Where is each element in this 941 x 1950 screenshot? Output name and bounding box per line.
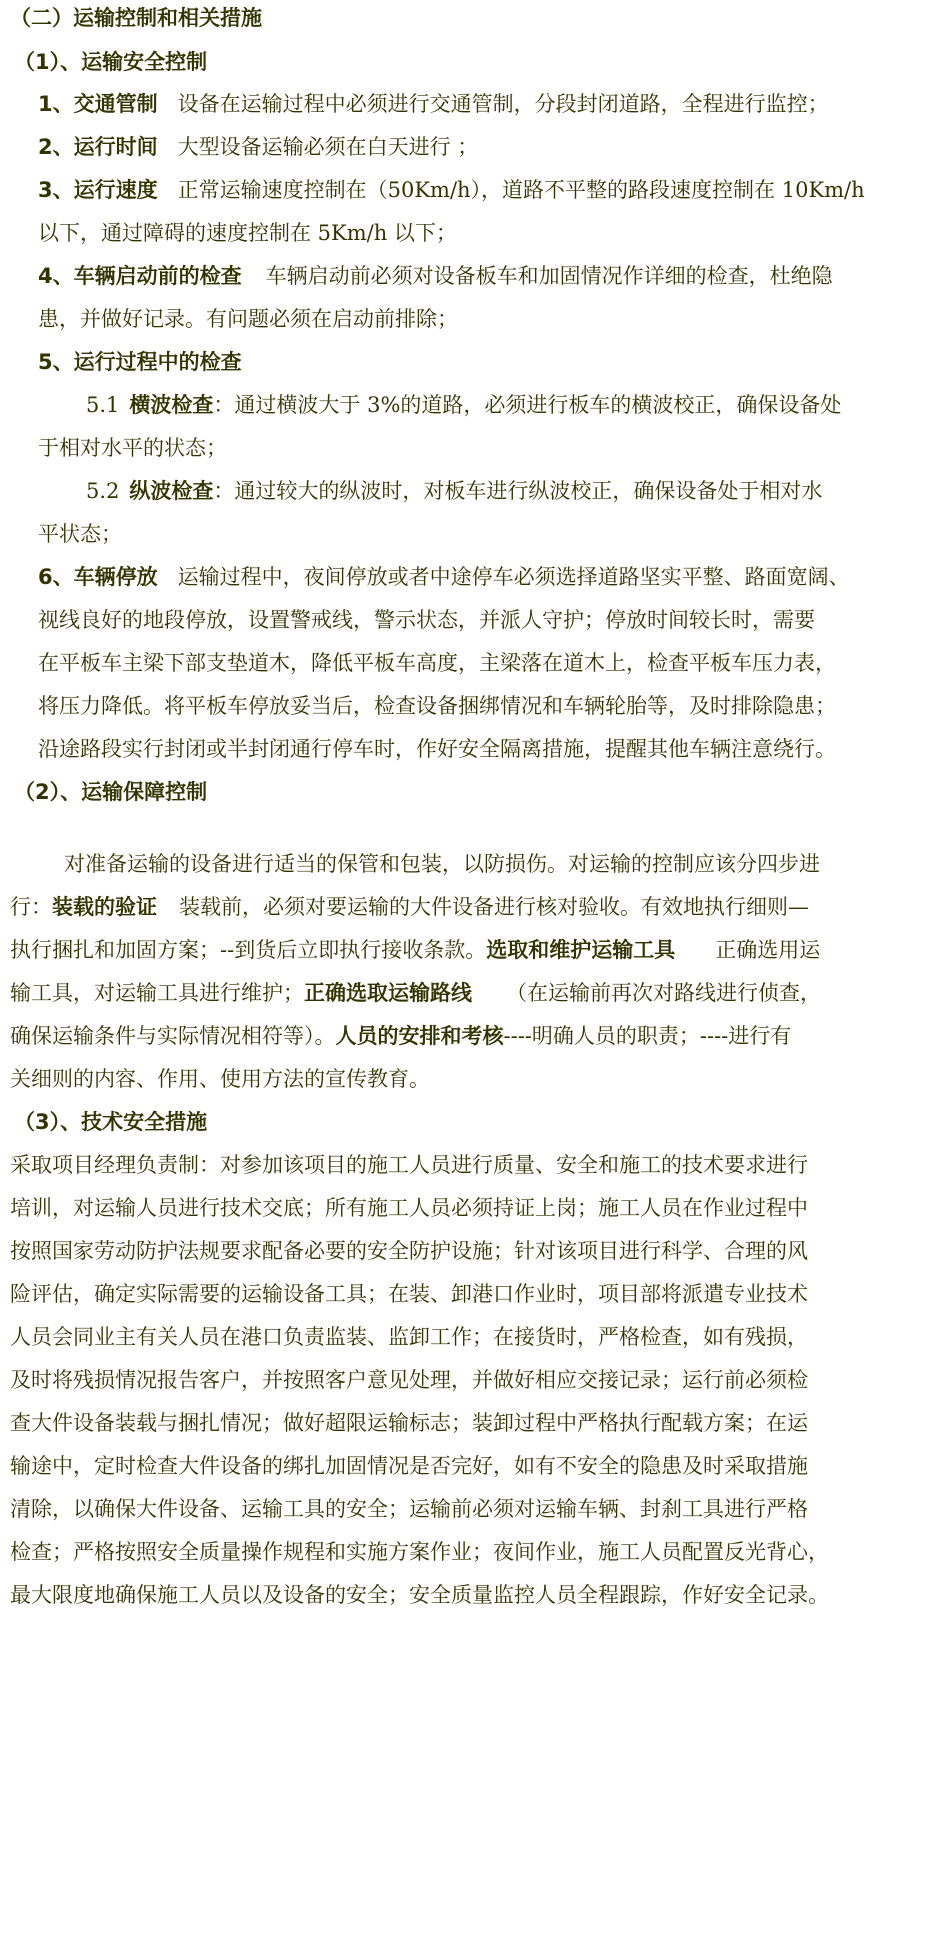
item-label: 横波检查 (129, 393, 214, 417)
bold-term: 装载的验证 (52, 895, 157, 919)
item-run-speed-cont: 以下，通过障碍的速度控制在 5Km/h 以下； (38, 221, 457, 245)
section-title: （二）运输控制和相关措施 (10, 6, 262, 30)
item-label: 3、运行速度 (38, 178, 158, 202)
item-text: 大型设备运输必须在白天进行 ； (177, 135, 479, 159)
paragraph-line: 最大限度地确保施工人员以及设备的安全；安全质量监控人员全程跟踪，作好安全记录。 (10, 1583, 829, 1607)
paragraph-line: 清除，以确保大件设备、运输工具的安全；运输前必须对运输车辆、封刹工具进行严格 (10, 1497, 808, 1521)
paragraph-line: 对准备运输的设备进行适当的保管和包装，以防损伤。对运输的控制应该分四步进 (64, 852, 820, 876)
text-run: 输工具，对运输工具进行维护； (10, 981, 304, 1005)
bold-term: 正确选取运输路线 (304, 981, 472, 1005)
text-run: （在运输前再次对路线进行侦查， (506, 981, 821, 1005)
paragraph-line: 检查；严格按照安全质量操作规程和实施方案作业；夜间作业，施工人员配置反光背心， (10, 1540, 829, 1564)
item-text: ：通过横波大于 3%的道路，必须进行板车的横波校正，确保设备处 (213, 393, 842, 417)
item-label: 6、车辆停放 (38, 565, 158, 589)
paragraph-line (10, 936, 820, 964)
text-run: 确保运输条件与实际情况相符等）。 (10, 1024, 336, 1048)
item-label: 4、车辆启动前的检查 (38, 264, 242, 288)
item-label: 1、交通管制 (38, 92, 158, 116)
subsection-title-3: （3）、技术安全措施 (14, 1110, 208, 1134)
item-vehicle-parking-cont: 沿途路段实行封闭或半封闭通行停车时，作好安全隔离措施，提醒其他车辆注意绕行。 (38, 737, 836, 761)
item-run-speed (38, 176, 916, 204)
text-run: ----明确人员的职责；----进行有 (503, 1024, 792, 1048)
item-pre-start-check-cont: 患，并做好记录。有问题必须在启动前排除； (38, 307, 458, 331)
paragraph-line: 查大件设备装载与捆扎情况；做好超限运输标志；装卸过程中严格执行配载方案；在运 (10, 1411, 808, 1435)
item-vehicle-parking-cont: 将压力降低。将平板车停放妥当后，检查设备捆绑情况和车辆轮胎等，及时排除隐患； (38, 694, 836, 718)
item-text: ：通过较大的纵波时，对板车进行纵波校正，确保设备处于相对水 (213, 479, 823, 503)
item-longitudinal-check-cont: 平状态； (38, 522, 122, 546)
item-in-transit-check: 5、运行过程中的检查 (38, 350, 242, 374)
subsection-title-2: （2）、运输保障控制 (14, 780, 208, 804)
paragraph-line (10, 979, 821, 1007)
item-pre-start-check (38, 262, 833, 290)
item-traffic-control (38, 90, 829, 118)
text-run: 行： (10, 895, 52, 919)
item-run-time (38, 133, 478, 161)
text-run: 装载前，必须对要运输的大件设备进行核对验收。有效地执行细则— (179, 895, 809, 919)
item-text: 运输过程中，夜间停放或者中途停车必须选择道路坚实平整、路面宽阔、 (177, 565, 850, 589)
bold-term: 选取和维护运输工具 (486, 938, 676, 962)
subsection-title-1: （1）、运输安全控制 (14, 50, 208, 74)
paragraph-line: 按照国家劳动防护法规要求配备必要的安全防护设施；针对该项目进行科学、合理的风 (10, 1239, 808, 1263)
paragraph-line: 险评估，确定实际需要的运输设备工具；在装、卸港口作业时，项目部将派遣专业技术 (10, 1282, 808, 1306)
item-longitudinal-check (86, 477, 822, 505)
text-run: 正确选用运 (715, 938, 821, 962)
text-run: 执行捆扎和加固方案；--到货后立即执行接收条款。 (10, 938, 487, 962)
paragraph-line: 人员会同业主有关人员在港口负责监装、监卸工作；在接货时，严格检查，如有残损， (10, 1325, 808, 1349)
item-transverse-check (86, 391, 841, 419)
paragraph-line (10, 1022, 791, 1050)
item-text: 设备在运输过程中必须进行交通管制，分段封闭道路，全程进行监控； (177, 92, 829, 116)
item-text: 正常运输速度控制在（50Km/h），道路不平整的路段速度控制在 10Km/h (177, 178, 865, 202)
bold-term: 人员的安排和考核 (335, 1024, 504, 1048)
item-vehicle-parking-cont: 在平板车主梁下部支垫道木，降低平板车高度，主梁落在道木上，检查平板车压力表， (38, 651, 836, 675)
paragraph-line: 采取项目经理负责制：对参加该项目的施工人员进行质量、安全和施工的技术要求进行 (10, 1153, 808, 1177)
item-vehicle-parking (38, 563, 850, 591)
item-transverse-check-cont: 于相对水平的状态； (38, 436, 227, 460)
item-vehicle-parking-cont: 视线良好的地段停放，设置警戒线，警示状态，并派人守护；停放时间较长时，需要 (38, 608, 815, 632)
paragraph-line: 输途中，定时检查大件设备的绑扎加固情况是否完好，如有不安全的隐患及时采取措施 (10, 1454, 808, 1478)
item-number: 5.2 (86, 479, 120, 503)
item-label: 纵波检查 (129, 479, 214, 503)
paragraph-line: 关细则的内容、作用、使用方法的宣传教育。 (10, 1067, 430, 1091)
item-text: 车辆启动前必须对设备板车和加固情况作详细的检查，杜绝隐 (265, 264, 833, 288)
item-number: 5.1 (86, 393, 120, 417)
paragraph-line: 培训，对运输人员进行技术交底；所有施工人员必须持证上岗；施工人员在作业过程中 (10, 1196, 808, 1220)
paragraph-line (10, 893, 809, 921)
paragraph-line: 及时将残损情况报告客户，并按照客户意见处理，并做好相应交接记录；运行前必须检 (10, 1368, 808, 1392)
item-label: 2、运行时间 (38, 135, 158, 159)
